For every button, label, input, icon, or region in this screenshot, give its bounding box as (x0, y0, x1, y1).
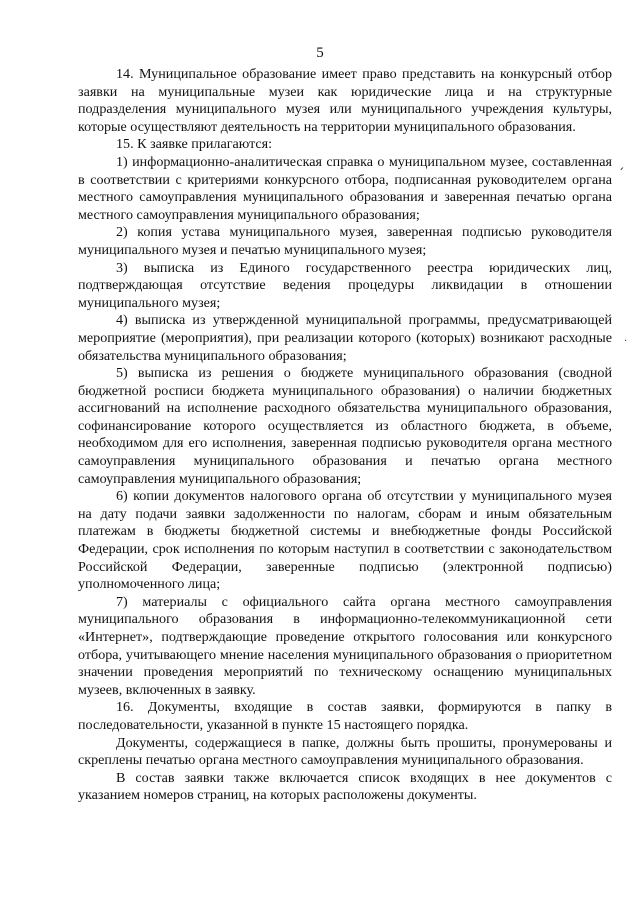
paragraph-15-item-6: 6) копии документов налогового органа об отсутствии у муниципального музея на дату подачи заявки задолженности по налогам, сборам и иным обязательным платежам в бюджеты бюджетной системы и внебюджетные фонды Российской Федерации, срок исполнения по которым наступил в соответствии с законодательством Российской Федерации, заверенные подписью (электронной подписью) уполномоченного лица; (78, 488, 612, 593)
margin-dot-mark: · (624, 336, 628, 347)
paragraph-15-item-4: 4) выписка из утвержденной муниципальной программы, предусматривающей мероприятие (мероприятия), при реализации которого (которых) возникают расходные обязательства муниципального образования; (78, 312, 612, 364)
paragraph-16-document-list: В состав заявки также включается список входящих в нее документов с указанием номеров страниц, на которых расположены документы. (78, 769, 612, 804)
paragraph-16: 16. Документы, входящие в состав заявки, формируются в папку в последовательности, указанной в пункте 15 настоящего порядка. (78, 699, 612, 733)
paragraph-14: 14. Муниципальное образование имеет право представить на конкурсный отбор заявки на муниципальные музеи как юридические лица и на структурные подразделения муниципального музея или муниципального учреждения культуры, которые осуществляют деятельность на территории муниципального образования. (78, 66, 612, 135)
document-body (78, 66, 612, 805)
paragraph-15: 15. К заявке прилагаются: (116, 136, 273, 153)
margin-pen-mark: ˏ (618, 156, 625, 171)
page-number: 5 (316, 45, 324, 61)
paragraph-15-item-1: 1) информационно-аналитическая справка о муниципальном музее, составленная в соответствии с критериями конкурсного отбора, подписанная руководителем органа местного самоуправления муниципального образования и заверенная печатью органа местного самоуправления муниципального образования; (78, 153, 612, 223)
paragraph-15-item-3: 3) выписка из Единого государственного реестра юридических лиц, подтверждающая отсутствие ведения процедуры ликвидации в отношении муниципального музея; (78, 259, 612, 311)
paragraph-15-item-5: 5) выписка из решения о бюджете муниципального образования (сводной бюджетной росписи бюджета муниципального образования) о наличии бюджетных ассигнований на исполнение расходного обязательства муниципального образования, софинансирование которого осуществляется из областного бюджета, в объеме, необходимом для его исполнения, заверенная подписью руководителя органа местного самоуправления муниципального образования и печатью органа местного самоуправления муниципального образования; (78, 365, 612, 487)
paragraph-15-item-2: 2) копия устава муниципального музея, заверенная подписью руководителя муниципального музея и печатью муниципального музея; (78, 224, 612, 258)
paragraph-16-folder-requirements: Документы, содержащиеся в папке, должны быть прошиты, пронумерованы и скреплены печатью органа местного самоуправления муниципального образования. (78, 734, 612, 769)
paragraph-15-item-7: 7) материалы с официального сайта органа местного самоуправления муниципального образования в информационно-телекоммуникационной сети «Интернет», подтверждающие проведение открытого голосования или конкурсного отбора, учитывающего мнение населения муниципального образования о приоритетном значении проведения мероприятий по техническому оснащению муниципальных музеев, включенных в заявку. (78, 593, 612, 698)
